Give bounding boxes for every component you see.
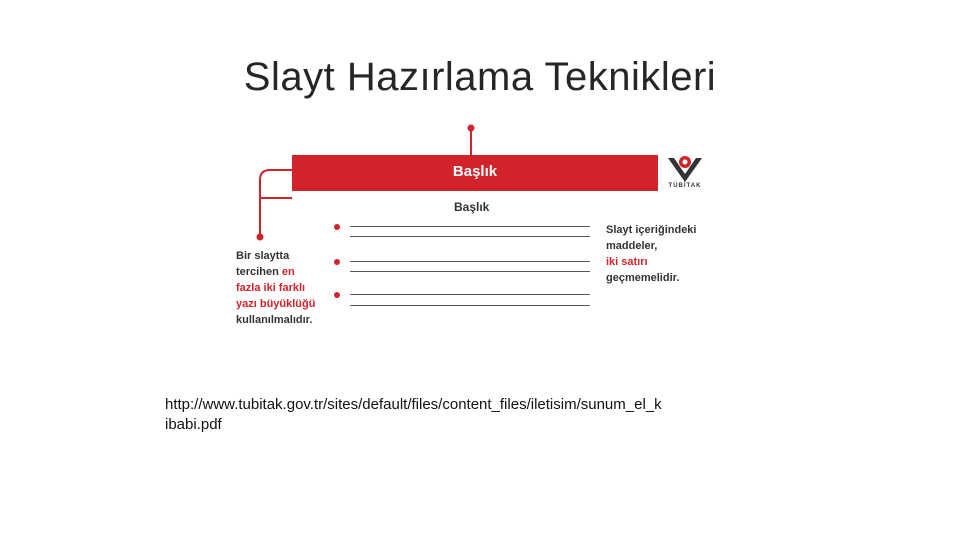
left-note-line-1: Bir slaytta (236, 250, 290, 262)
bullet-1 (334, 224, 340, 230)
right-note-line-1: Slayt içeriğindeki (606, 224, 697, 236)
text-line-1b (350, 236, 590, 237)
source-url-line-2[interactable]: ibabi.pdf (165, 416, 222, 433)
slide-title: Slayt Hazırlama Teknikleri (243, 55, 717, 99)
slide-guideline-figure (230, 120, 720, 335)
text-line-1a (350, 226, 590, 227)
left-note-line-5: kullanılmalıdır. (236, 314, 313, 326)
logo-text: TÜBİTAK (668, 183, 702, 189)
left-note-line-2-black: tercihen (236, 266, 279, 278)
source-url-line-1[interactable]: http://www.tubitak.gov.tr/sites/default/files/content_files/iletisim/sunum_el_k (165, 396, 662, 413)
bullet-2 (334, 259, 340, 265)
left-note-line-3: fazla iki farklı (236, 282, 306, 294)
left-note-line-4: yazı büyüklüğü (236, 298, 316, 310)
text-line-3a (350, 294, 590, 295)
right-note-line-2: maddeler, (606, 240, 658, 252)
left-note (236, 248, 315, 328)
left-note-line-2 (236, 264, 315, 280)
text-line-2b (350, 271, 590, 272)
right-note (606, 222, 696, 286)
subheading: Başlık (454, 200, 490, 214)
header-bar-text: Başlık (452, 163, 498, 180)
text-line-2a (350, 261, 590, 262)
right-note-line-3: iki satırı (606, 256, 648, 268)
bullet-3 (334, 292, 340, 298)
source-url[interactable] (165, 395, 765, 435)
header-bar (292, 155, 658, 191)
right-note-line-4: geçmemelidir. (606, 272, 680, 284)
text-line-3b (350, 305, 590, 306)
left-note-line-2-red: en (281, 266, 295, 278)
